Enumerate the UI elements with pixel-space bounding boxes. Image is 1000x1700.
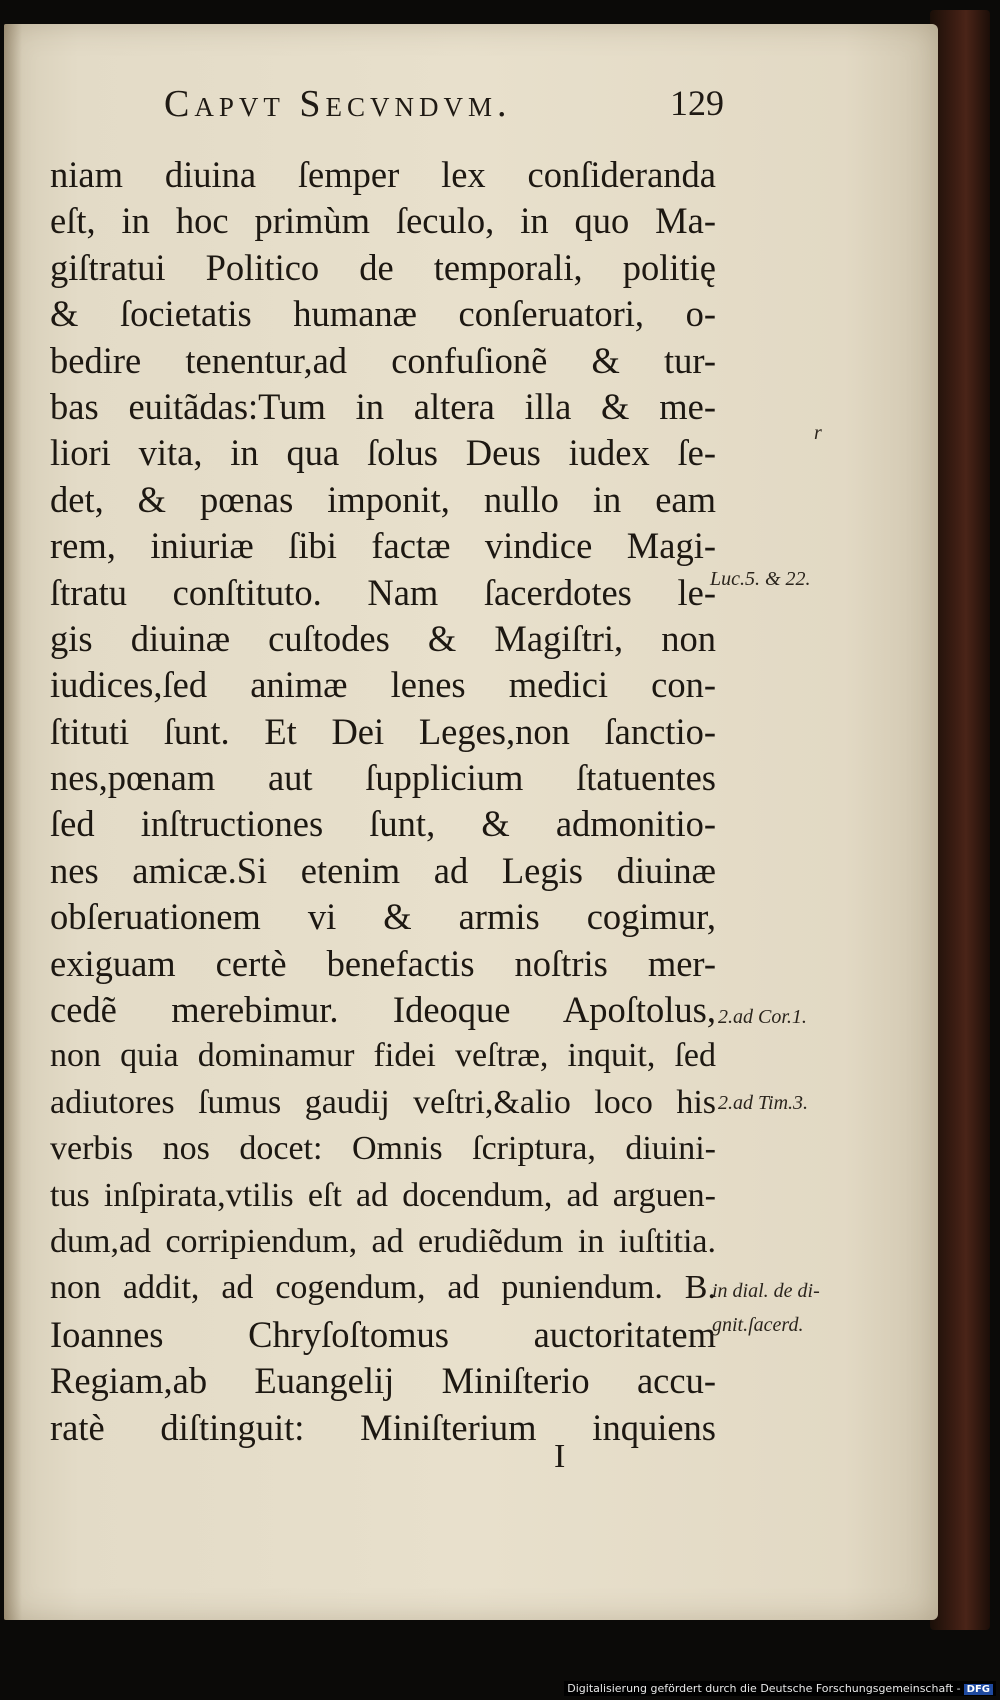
catchword: I bbox=[554, 1438, 566, 1475]
text-line: adiutores ſumus gaudij veſtri,&alio loco his bbox=[50, 1083, 716, 1121]
margin-note-dial-2: gnit.ſacerd. bbox=[712, 1314, 804, 1336]
text-line: verbis nos docet: Omnis ſcriptura, diuini- bbox=[50, 1130, 716, 1168]
margin-note-r: r bbox=[814, 422, 822, 444]
book-page bbox=[4, 24, 938, 1620]
running-head bbox=[164, 82, 724, 142]
folio-number: 129 bbox=[670, 83, 724, 123]
text-line: tus inſpirata,vtilis eſt ad docendum, ad arguen- bbox=[50, 1176, 716, 1214]
text-line: non quia dominamur fidei veſtræ, inquit, ſed bbox=[50, 1037, 716, 1075]
text-line: Regiam,ab Euangelij Miniſterio accu- bbox=[50, 1360, 716, 1402]
text-line: niam diuina ſemper lex conſideranda bbox=[50, 154, 716, 195]
text-line: eſt, in hoc primùm ſeculo, in quo Ma- bbox=[50, 200, 716, 242]
text-line: ſed inſtructiones ſunt, & admonitio- bbox=[50, 803, 716, 845]
text-line: giſtratui Politico de temporali, politię bbox=[50, 246, 716, 288]
text-line: ſtituti ſunt. Et Dei Leges,non ſanctio- bbox=[50, 710, 716, 752]
text-line: det, & pœnas imponit, nullo in eam bbox=[50, 478, 716, 520]
margin-note-tim: 2.ad Tim.3. bbox=[718, 1092, 809, 1114]
text-line: gis diuinæ cuſtodes & Magiſtri, non bbox=[50, 617, 716, 659]
text-line: nes,pœnam aut ſupplicium ſtatuentes bbox=[50, 757, 716, 799]
text-line: liori vita, in qua ſolus Deus iudex ſe- bbox=[50, 432, 716, 474]
text-line: rem, iniuriæ ſibi factæ vindice Magi- bbox=[50, 525, 716, 567]
gutter-shadow bbox=[4, 24, 22, 1620]
margin-note-luc: Luc.5. & 22. bbox=[710, 568, 811, 590]
text-line: nes amicæ.Si etenim ad Legis diuinæ bbox=[50, 849, 716, 891]
running-title: Capvt Secvndvm. bbox=[164, 83, 512, 125]
text-line: Ioannes Chryſoſtomus auctoritatem bbox=[50, 1313, 716, 1355]
text-line: ſtratu conſtituto. Nam ſacerdotes le- bbox=[50, 571, 716, 613]
margin-note-dial-1: in dial. de di- bbox=[712, 1280, 820, 1302]
margin-note-cor: 2.ad Cor.1. bbox=[718, 1006, 807, 1028]
book-board-edge bbox=[930, 10, 990, 1630]
text-line: ratè diſtinguit: Miniſterium inquiens bbox=[50, 1406, 716, 1448]
text-line: bedire tenentur,ad confuſionẽ & tur- bbox=[50, 339, 716, 381]
text-line: iudices,ſed animæ lenes medici con- bbox=[50, 664, 716, 706]
text-line: obſeruationem vi & armis cogimur, bbox=[50, 896, 716, 938]
body-text bbox=[50, 152, 716, 1451]
text-line: cedẽ merebimur. Ideoque Apoſtolus, bbox=[50, 989, 716, 1031]
text-line: exiguam certè benefactis noſtris mer- bbox=[50, 942, 716, 984]
text-line: bas euitãdas:Tum in altera illa & me- bbox=[50, 385, 716, 427]
text-line: non addit, ad cogendum, ad puniendum. B. bbox=[50, 1269, 716, 1307]
digitization-credit bbox=[564, 1681, 996, 1696]
text-line: dum,ad corripiendum, ad erudiẽdum in iuſtitia. bbox=[50, 1222, 716, 1260]
credit-text: Digitalisierung gefördert durch die Deutsche Forschungsgemeinschaft - bbox=[567, 1682, 961, 1695]
text-line: & ſocietatis humanæ conſeruatori, o- bbox=[50, 293, 716, 335]
dfg-logo: DFG bbox=[964, 1684, 993, 1695]
